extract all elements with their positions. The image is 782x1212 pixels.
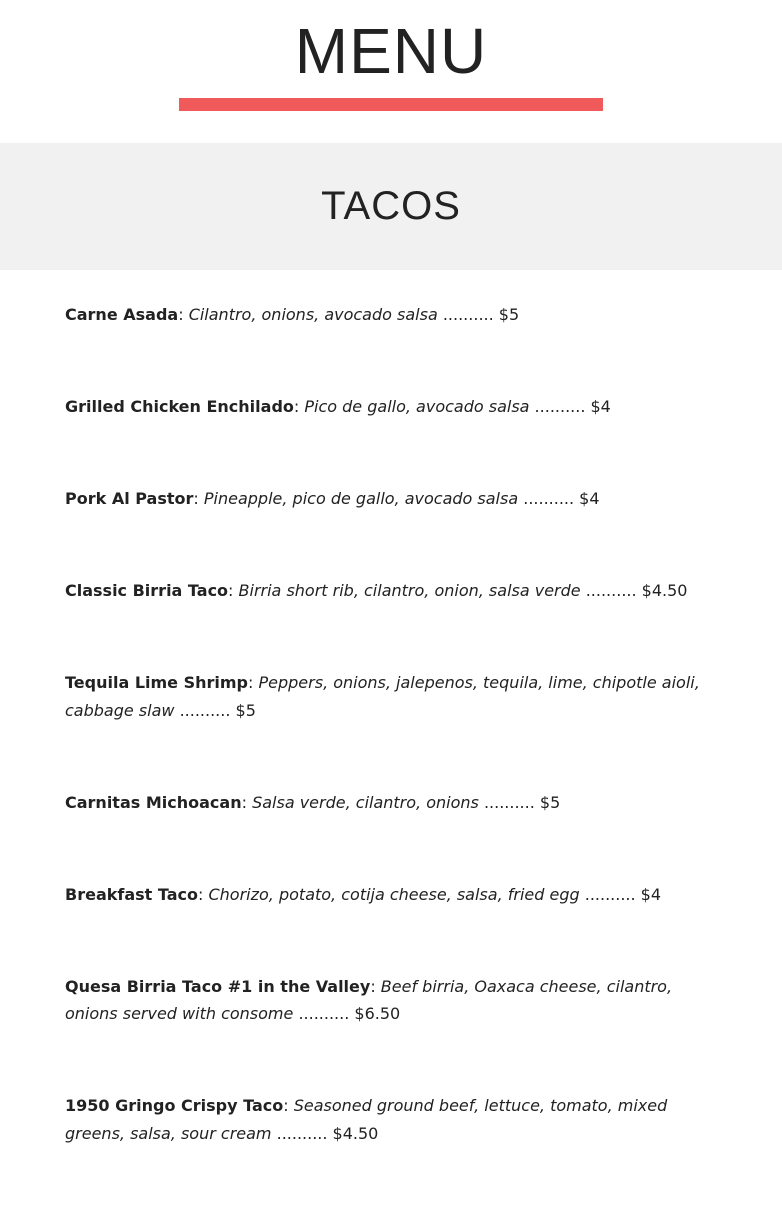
price-leader: .......... <box>293 1004 355 1023</box>
item-name: Carnitas Michoacan <box>65 792 242 812</box>
item-price: $6.50 <box>354 1004 401 1023</box>
item-name: Grilled Chicken Enchilado <box>65 397 294 416</box>
item-price: $4.50 <box>332 1123 379 1143</box>
menu-item: Quesa Birria Taco #1 in the Valley: Beef birria, Oaxaca cheese, cilantro, onions served with consome .......... $6.50 <box>65 976 673 1023</box>
item-description: Birria short rib, cilantro, onion, salsa verde <box>238 581 581 600</box>
menu-item: Carnitas Michoacan: Salsa verde, cilantro, onions .......... $5 <box>65 792 561 812</box>
item-price: $4 <box>640 884 662 904</box>
item-description: Pico de gallo, avocado salsa <box>304 397 530 416</box>
menu-item: Grilled Chicken Enchilado: Pico de gallo, avocado salsa .......... $4 <box>65 397 611 416</box>
menu-item: Tequila Lime Shrimp: Peppers, onions, jalepenos, tequila, lime, chipotle aioli, cabbage slaw .......... $5 <box>65 673 700 720</box>
menu-item-list <box>65 301 705 1212</box>
price-leader: .......... <box>579 884 641 904</box>
item-price: $5 <box>539 792 561 812</box>
title-underline <box>179 98 603 111</box>
item-name: Tequila Lime Shrimp <box>65 673 249 692</box>
price-leader: .......... <box>478 792 540 812</box>
item-description: Beef birria, Oaxaca cheese, cilantro, onions served with consome <box>65 976 673 1023</box>
item-price: $5 <box>498 305 520 324</box>
price-leader: .......... <box>529 397 591 416</box>
item-name: Carne Asada <box>65 305 179 324</box>
item-description: Peppers, onions, jalepenos, tequila, lime, chipotle aioli, cabbage slaw <box>65 673 700 720</box>
menu-item: Pork Al Pastor: Pineapple, pico de gallo, avocado salsa .......... $4 <box>65 489 600 508</box>
price-leader: .......... <box>271 1123 333 1143</box>
menu-header <box>0 0 782 143</box>
item-description: Cilantro, onions, avocado salsa <box>188 305 438 324</box>
price-leader: .......... <box>518 489 580 508</box>
menu-title: MENU <box>294 15 488 87</box>
menu-item: Breakfast Taco: Chorizo, potato, cotija cheese, salsa, fried egg .......... $4 <box>65 884 662 904</box>
menu-item: 1950 Gringo Crispy Taco: Seasoned ground beef, lettuce, tomato, mixed greens, salsa, sour cream .......... $4.50 <box>65 1096 668 1143</box>
item-name: Classic Birria Taco <box>65 581 229 600</box>
price-leader: .......... <box>580 581 642 600</box>
item-price: $4 <box>590 397 611 416</box>
item-price: $4 <box>579 489 600 508</box>
menu-item: Carne Asada: Cilantro, onions, avocado salsa .......... $5 <box>65 305 520 324</box>
item-name: Quesa Birria Taco #1 in the Valley <box>65 976 371 996</box>
item-name: Breakfast Taco <box>65 884 198 904</box>
section-title: TACOS <box>321 184 461 228</box>
item-description: Chorizo, potato, cotija cheese, salsa, fried egg <box>208 884 580 904</box>
item-price: $4.50 <box>641 581 688 600</box>
price-leader: .......... <box>174 700 236 720</box>
item-name: 1950 Gringo Crispy Taco <box>65 1096 284 1115</box>
item-description: Seasoned ground beef, lettuce, tomato, mixed greens, salsa, sour cream <box>65 1096 668 1143</box>
item-description: Salsa verde, cilantro, onions <box>252 792 479 812</box>
item-price: $5 <box>235 700 256 720</box>
item-name: Pork Al Pastor <box>65 489 194 508</box>
item-description: Pineapple, pico de gallo, avocado salsa <box>203 489 519 508</box>
price-leader: .......... <box>437 305 499 324</box>
menu-item: Classic Birria Taco: Birria short rib, cilantro, onion, salsa verde .......... $4.50 <box>65 581 688 600</box>
